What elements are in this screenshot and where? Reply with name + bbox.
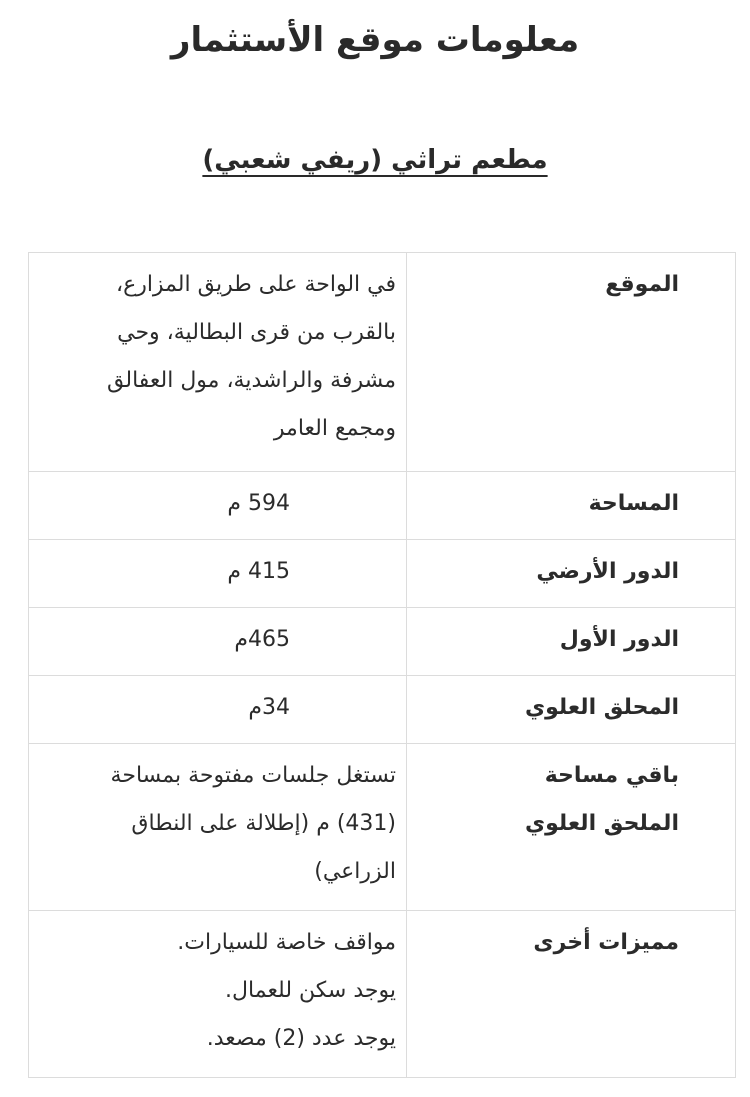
row-value	[29, 472, 407, 540]
label-line: مميزات أخرى	[533, 930, 679, 955]
table-row	[29, 911, 736, 1078]
page-subtitle	[0, 138, 750, 182]
row-label	[407, 540, 736, 608]
value-line: ومجمع العامر	[273, 416, 396, 441]
row-value	[29, 911, 407, 1078]
value-line: يوجد سكن للعمال.	[225, 978, 396, 1003]
label-line: المساحة	[588, 491, 679, 516]
label-line: الموقع	[605, 272, 679, 297]
label-line: المحلق العلوي	[524, 695, 679, 720]
label-line: الدور الأرضي	[536, 559, 679, 584]
table-row	[29, 608, 736, 676]
row-value	[29, 540, 407, 608]
value-line: الزراعي)	[314, 859, 396, 884]
value-line: (431) م (إطلالة على النطاق	[131, 811, 396, 836]
value-line: 594 م	[227, 491, 290, 516]
row-label	[407, 676, 736, 744]
table-row	[29, 676, 736, 744]
value-line: 34م	[248, 695, 290, 720]
row-value	[29, 676, 407, 744]
row-value	[29, 608, 407, 676]
table-row	[29, 253, 736, 472]
value-line: يوجد عدد (2) مصعد.	[206, 1026, 396, 1051]
value-line: بالقرب من قرى البطالية، وحي	[117, 320, 396, 345]
subtitle-text: مطعم تراثي (ريفي شعبي)	[202, 145, 548, 175]
row-label	[407, 744, 736, 911]
row-label	[407, 472, 736, 540]
row-value	[29, 253, 407, 472]
value-line: 415 م	[227, 559, 290, 584]
label-line: باقي مساحة	[544, 763, 679, 788]
table-row	[29, 472, 736, 540]
row-label	[407, 608, 736, 676]
row-label	[407, 911, 736, 1078]
info-table	[28, 252, 736, 1078]
table-row	[29, 744, 736, 911]
value-line: مشرفة والراشدية، مول العفالق	[107, 368, 396, 393]
value-line: في الواحة على طريق المزارع،	[115, 272, 396, 297]
label-line: الملحق العلوي	[524, 811, 679, 836]
value-line: 465م	[234, 627, 290, 652]
label-line: الدور الأول	[559, 627, 679, 652]
value-line: مواقف خاصة للسيارات.	[177, 930, 396, 955]
value-line: تستغل جلسات مفتوحة بمساحة	[110, 763, 396, 788]
row-value	[29, 744, 407, 911]
page-title: معلومات موقع الأستثمار	[170, 20, 580, 60]
row-label	[407, 253, 736, 472]
table-row	[29, 540, 736, 608]
